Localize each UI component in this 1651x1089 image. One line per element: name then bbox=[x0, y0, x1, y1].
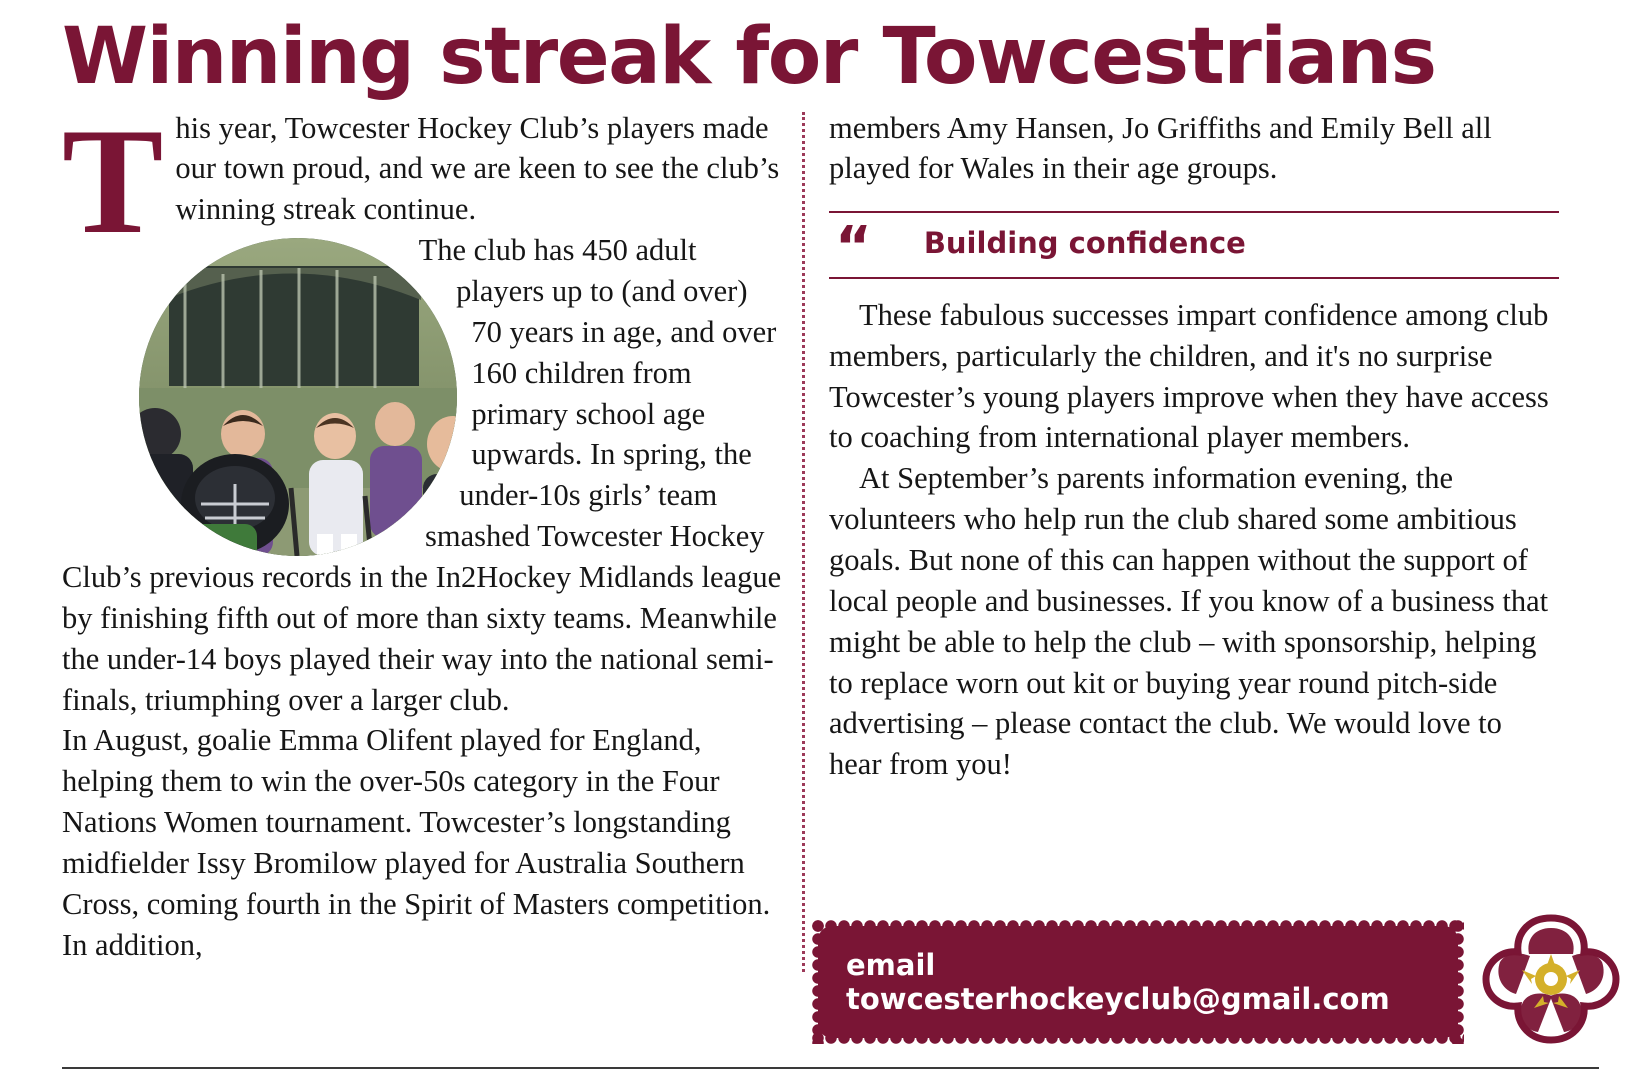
paragraph-internationals: In August, goalie Emma Olifent played for England, helping them to win the over-50s category in the Four Nations Women tournament. Towcester’s longstanding midfielder Issy Bromilow played for Australia Southern Cross, coming fourth in the Spirit of Masters competition. In addition, bbox=[62, 723, 771, 962]
contact-banner-area bbox=[818, 904, 1626, 1059]
banner-edge-left bbox=[812, 920, 824, 1044]
footer-rule bbox=[62, 1067, 1599, 1069]
article-columns bbox=[62, 96, 1599, 988]
drop-cap: T bbox=[62, 96, 164, 265]
paragraph-club-stats: The club has 450 adult players up to (and over) 70 years in age, and over 160 children from primary school age upwards. In spring, the under-10s girls’ team smashed Towcester Hockey Club’s previous records in the In2Hockey Midlands league by finishing fifth out of more than sixty teams. Meanwhile the under-14 boys played their way into the national semi-finals, triumphing over a larger club. bbox=[62, 233, 782, 717]
hockey-team-photo bbox=[139, 238, 457, 556]
subhead-rule-bottom bbox=[829, 277, 1559, 279]
banner-edge-right bbox=[1452, 920, 1464, 1044]
subhead-block bbox=[829, 213, 1559, 281]
tudor-rose-logo bbox=[1476, 904, 1626, 1059]
column-divider bbox=[802, 112, 805, 972]
email-label: email towcesterhockeyclub@gmail.com bbox=[846, 947, 1390, 1016]
paragraph-confidence: These fabulous successes impart confidence among club members, particularly the children, and it's no surprise Towcester’s young players improve when they have access to coaching from international player members. bbox=[829, 297, 1549, 455]
right-column-body bbox=[829, 295, 1559, 785]
left-column bbox=[62, 96, 802, 988]
paragraph-wales: members Amy Hansen, Jo Griffiths and Emily Bell all played for Wales in their age groups. bbox=[829, 110, 1492, 186]
right-column-text bbox=[829, 108, 1559, 190]
paragraph-intro: his year, Towcester Hockey Club’s players made our town proud, and we are keen to see the club’s winning streak continue. bbox=[175, 110, 780, 227]
page-title: Winning streak for Towcestrians bbox=[62, 12, 1436, 102]
quote-mark-icon: “ bbox=[835, 215, 872, 281]
subhead-label: Building confidence bbox=[923, 226, 1246, 261]
email-banner[interactable] bbox=[818, 926, 1458, 1038]
left-column-text bbox=[62, 96, 784, 966]
hockey-team-photo-image bbox=[139, 238, 457, 556]
paragraph-support: At September’s parents information evening, the volunteers who help run the club shared some ambitious goals. But none of this can happen without the support of local people and businesses. If you know of a business that might be able to help the club – with sponsorship, helping to replace worn out kit or buying year round pitch-side advertising – please contact the club. We would love to hear from you! bbox=[829, 461, 1549, 782]
right-column bbox=[829, 108, 1559, 988]
